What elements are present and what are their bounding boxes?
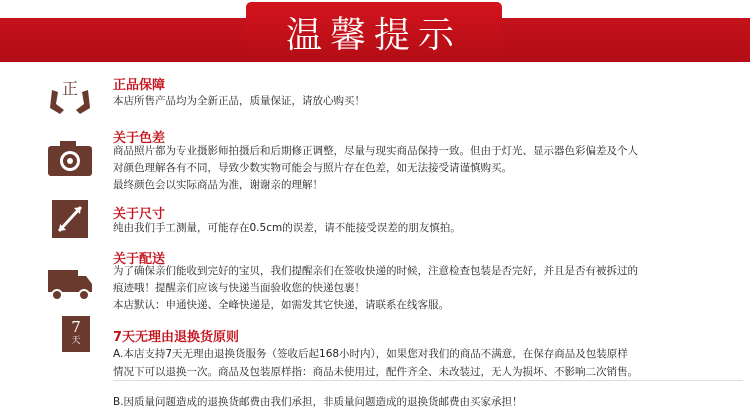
ruler-icon: [46, 198, 94, 240]
section-text-delivery: [113, 263, 743, 314]
text-line: 最终颜色会以实际商品为准，谢谢亲的理解！: [113, 179, 323, 191]
badge-number: 7: [71, 318, 81, 336]
text-line: 本店所售产品均为全新正品，质量保证，请放心购买！: [113, 95, 365, 107]
section-title-delivery: 关于配送: [113, 252, 166, 267]
text-line: 本店默认：申通快递、全峰快递是，如需发其它快递，请联系在线客服。: [113, 299, 449, 311]
badge-unit: 天: [71, 336, 81, 346]
text-line: 对颜色理解各有不同，导致少数实物可能会与照片存在色差，如无法接受请谨慎购买。: [113, 162, 512, 174]
section-title-authentic: 正品保障: [113, 78, 166, 93]
section-text-color: [113, 143, 743, 194]
seven-days-icon: [62, 316, 90, 352]
camera-icon: [46, 138, 94, 180]
section-title-size: 关于尺寸: [113, 207, 166, 222]
handshake-icon: [46, 74, 94, 116]
text-line: 痕迹哦！提醒亲们应该与快递当面验收您的快递包裹！: [113, 282, 365, 294]
page-title: 温馨提示: [285, 14, 462, 56]
svg-text:正: 正: [61, 79, 79, 98]
section-text-returns: [113, 345, 743, 381]
divider: [113, 380, 743, 381]
text-line: 为了确保亲们能收到完好的宝贝，我们提醒亲们在签收快递的时候，注意检查包装是否完好，并且是否有被拆过的: [113, 265, 638, 277]
text-line: 纯由我们手工测量，可能存在0.5cm的误差，请不能接受误差的朋友慎拍。: [113, 222, 461, 234]
returns-shipping-note: B.因质量问题造成的退换货邮费由我们承担，非质量问题造成的退换货邮费由买家承担！: [113, 396, 523, 408]
section-text-size: [113, 220, 743, 237]
header-banner: [0, 0, 750, 66]
text-line: 情况下可以退换一次。商品及包装原样指：商品未使用过，配件齐全、未改装过，无人为损坏、不影响二次销售。: [113, 366, 638, 378]
text-line: 商品照片都为专业摄影师拍摄后和后期修正调整，尽量与现实商品保持一致。但由于灯光、显示器色彩偏差及个人: [113, 145, 638, 157]
text-line: A.本店支持7天无理由退换货服务（签收后起168小时内），如果您对我们的商品不满意，在保存商品及包装原样: [113, 348, 628, 360]
section-title-color: 关于色差: [113, 131, 166, 146]
header-tab: [246, 2, 502, 62]
section-text-authentic: [113, 93, 743, 110]
truck-icon: [46, 262, 94, 304]
section-title-returns: 7天无理由退换货原则: [113, 330, 240, 345]
